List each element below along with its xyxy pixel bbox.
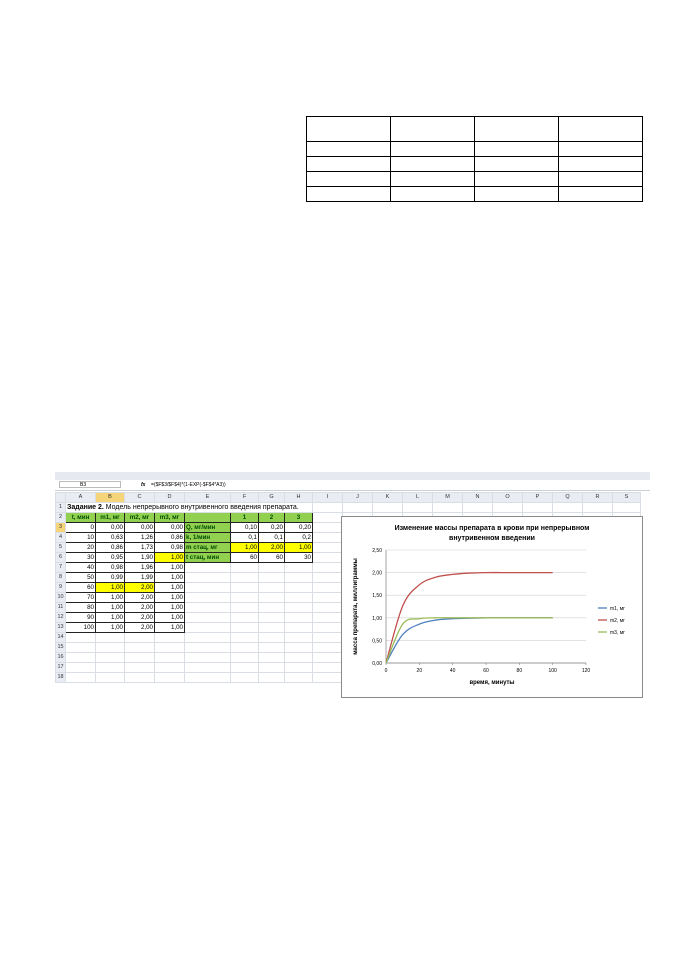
chart[interactable] (341, 516, 643, 698)
data-cell[interactable]: 0,98 (96, 563, 125, 573)
excel-screenshot (55, 472, 650, 700)
column-header-b[interactable]: B (96, 493, 125, 503)
column-header-g[interactable]: G (259, 493, 285, 503)
cell[interactable] (125, 673, 155, 683)
row-header[interactable]: 4 (56, 533, 66, 543)
param-value[interactable]: 0,10 (231, 523, 259, 533)
column-header-q[interactable]: Q (553, 493, 583, 503)
column-header-s[interactable]: S (613, 493, 641, 503)
legend-label-3: m3, мг (610, 630, 625, 636)
param-label[interactable]: Q, мг/мин (185, 523, 231, 533)
data-cell[interactable]: 0,86 (96, 543, 125, 553)
row-header[interactable]: 9 (56, 583, 66, 593)
header-c[interactable]: m2, мг (125, 513, 155, 523)
data-cell[interactable]: 70 (66, 593, 96, 603)
data-cell[interactable]: 20 (66, 543, 96, 553)
cell[interactable] (285, 643, 313, 653)
table-cell (391, 157, 475, 172)
cell[interactable] (259, 643, 285, 653)
data-cell[interactable]: 1,00 (96, 583, 125, 593)
data-cell[interactable]: 1,00 (155, 553, 185, 563)
data-cell[interactable]: 1,00 (96, 603, 125, 613)
cell[interactable] (463, 503, 493, 513)
cell[interactable] (613, 503, 641, 513)
y-tick-label: 0,50 (372, 638, 382, 645)
cell[interactable] (343, 503, 373, 513)
data-cell[interactable]: 2,00 (125, 623, 155, 633)
table-cell (307, 157, 391, 172)
data-cell[interactable]: 0,99 (96, 573, 125, 583)
data-cell[interactable]: 80 (66, 603, 96, 613)
cell[interactable] (231, 593, 259, 603)
cell[interactable] (285, 583, 313, 593)
column-header-j[interactable]: J (343, 493, 373, 503)
column-header-a[interactable]: A (66, 493, 96, 503)
data-cell[interactable]: 1,90 (125, 553, 155, 563)
column-header-m[interactable]: M (433, 493, 463, 503)
table-cell (475, 157, 559, 172)
cell[interactable] (285, 653, 313, 663)
data-cell[interactable]: 0,98 (155, 543, 185, 553)
row-header[interactable]: 7 (56, 563, 66, 573)
row-header[interactable]: 17 (56, 663, 66, 673)
data-cell[interactable]: 1,00 (96, 623, 125, 633)
data-cell[interactable]: 2,00 (125, 583, 155, 593)
cell[interactable] (185, 653, 231, 663)
cell[interactable] (259, 633, 285, 643)
column-header-h[interactable]: H (285, 493, 313, 503)
param-column-header[interactable]: 3 (285, 513, 313, 523)
row-header[interactable]: 2 (56, 513, 66, 523)
cell[interactable] (155, 653, 185, 663)
param-column-header[interactable]: 2 (259, 513, 285, 523)
table-cell (307, 117, 391, 142)
param-value[interactable]: 1,00 (231, 543, 259, 553)
cell[interactable] (313, 573, 343, 583)
cell[interactable] (259, 663, 285, 673)
table-cell (559, 172, 643, 187)
table-row (56, 503, 641, 513)
param-label[interactable]: k, 1/мин (185, 533, 231, 543)
y-tick-label: 2,50 (372, 548, 382, 554)
cell[interactable] (285, 623, 313, 633)
cell[interactable] (66, 673, 96, 683)
row-header[interactable]: 12 (56, 613, 66, 623)
data-cell[interactable]: 100 (66, 623, 96, 633)
param-value[interactable]: 2,00 (259, 543, 285, 553)
cell[interactable] (231, 573, 259, 583)
cell[interactable] (285, 603, 313, 613)
cell[interactable] (96, 673, 125, 683)
y-axis-label: масса препарата, миллиграммы (353, 558, 359, 655)
cell[interactable] (231, 563, 259, 573)
cell[interactable] (259, 563, 285, 573)
cell[interactable] (155, 643, 185, 653)
column-header-n[interactable]: N (463, 493, 493, 503)
cell[interactable] (96, 663, 125, 673)
header-d[interactable]: m3, мг (155, 513, 185, 523)
param-value[interactable]: 1,00 (285, 543, 313, 553)
cell[interactable] (259, 673, 285, 683)
cell[interactable] (313, 503, 343, 513)
cell[interactable] (493, 503, 523, 513)
x-tick-label: 0 (384, 668, 388, 674)
cell[interactable] (259, 583, 285, 593)
cell[interactable] (313, 673, 343, 683)
param-value[interactable]: 0,20 (285, 523, 313, 533)
name-box[interactable]: B3 (59, 481, 121, 488)
chart-title-line-1: Изменение массы препарата в крови при непрерывном (394, 525, 590, 532)
chart-svg (342, 517, 642, 697)
x-tick-label: 120 (581, 668, 591, 674)
cell[interactable] (313, 603, 343, 613)
cell[interactable] (185, 663, 231, 673)
cell[interactable] (313, 633, 343, 643)
param-value[interactable]: 0,1 (259, 533, 285, 543)
x-axis-label: время, минуты (469, 680, 515, 686)
cell[interactable] (185, 583, 231, 593)
param-label[interactable]: m стац, мг (185, 543, 231, 553)
data-cell[interactable]: 0,95 (96, 553, 125, 563)
data-cell[interactable]: 1,00 (155, 583, 185, 593)
cell[interactable] (155, 633, 185, 643)
column-header-l[interactable]: L (403, 493, 433, 503)
cell[interactable] (231, 663, 259, 673)
cell[interactable] (313, 653, 343, 663)
column-header-i[interactable]: I (313, 493, 343, 503)
cell[interactable] (185, 603, 231, 613)
column-header-d[interactable]: D (155, 493, 185, 503)
cell[interactable] (285, 563, 313, 573)
column-header-e[interactable]: E (185, 493, 231, 503)
cell[interactable] (66, 653, 96, 663)
data-cell[interactable]: 0,86 (155, 533, 185, 543)
param-value[interactable]: 60 (259, 553, 285, 563)
x-tick-label: 80 (516, 668, 523, 674)
data-cell[interactable]: 10 (66, 533, 96, 543)
data-cell[interactable]: 1,00 (155, 613, 185, 623)
cell[interactable] (433, 503, 463, 513)
table-cell (559, 157, 643, 172)
cell[interactable] (313, 523, 343, 533)
param-label[interactable]: t стац, мин (185, 553, 231, 563)
data-cell[interactable]: 1,00 (155, 593, 185, 603)
cell[interactable] (185, 623, 231, 633)
table-cell (475, 187, 559, 202)
cell[interactable] (125, 663, 155, 673)
title-bold: Задание 2. (67, 504, 104, 511)
cell[interactable] (313, 643, 343, 653)
cell[interactable] (313, 533, 343, 543)
fx-icon[interactable]: fx (141, 482, 146, 488)
table-cell (307, 172, 391, 187)
data-cell[interactable]: 1,73 (125, 543, 155, 553)
cell[interactable] (185, 563, 231, 573)
cell[interactable] (583, 503, 613, 513)
cell[interactable] (285, 573, 313, 583)
data-cell[interactable]: 1,00 (96, 593, 125, 603)
x-tick-label: 60 (483, 668, 489, 674)
data-cell[interactable]: 1,00 (155, 563, 185, 573)
row-header[interactable]: 13 (56, 623, 66, 633)
data-cell[interactable]: 1,96 (125, 563, 155, 573)
cell[interactable] (185, 573, 231, 583)
cell[interactable] (523, 503, 553, 513)
table-cell (475, 172, 559, 187)
title-cell[interactable] (66, 503, 313, 513)
table-cell (391, 187, 475, 202)
cell[interactable] (259, 573, 285, 583)
cell[interactable] (259, 603, 285, 613)
table-cell (559, 142, 643, 157)
data-cell[interactable]: 0,00 (125, 523, 155, 533)
cell[interactable] (231, 653, 259, 663)
data-cell[interactable]: 1,00 (155, 603, 185, 613)
header-a[interactable]: t, мин (66, 513, 96, 523)
table-cell (391, 172, 475, 187)
column-header-f[interactable]: F (231, 493, 259, 503)
cell[interactable] (96, 643, 125, 653)
row-header[interactable]: 14 (56, 633, 66, 643)
empty-answer-table (306, 116, 643, 202)
cell[interactable] (313, 553, 343, 563)
table-cell (559, 117, 643, 142)
cell[interactable] (285, 593, 313, 603)
row-header[interactable]: 18 (56, 673, 66, 683)
y-tick-label: 1,00 (372, 615, 382, 622)
cell[interactable] (231, 583, 259, 593)
cell[interactable] (125, 643, 155, 653)
cell[interactable] (313, 513, 343, 523)
param-value[interactable]: 0,20 (259, 523, 285, 533)
data-cell[interactable]: 50 (66, 573, 96, 583)
row-header[interactable]: 5 (56, 543, 66, 553)
cell[interactable] (125, 653, 155, 663)
cell[interactable] (155, 673, 185, 683)
data-cell[interactable]: 1,00 (155, 573, 185, 583)
cell[interactable] (185, 613, 231, 623)
x-tick-label: 40 (449, 668, 456, 674)
data-cell[interactable]: 40 (66, 563, 96, 573)
legend-label-2: m2, мг (610, 618, 625, 624)
formula-bar (55, 480, 650, 491)
row-header[interactable]: 15 (56, 643, 66, 653)
cell[interactable] (231, 673, 259, 683)
cell[interactable] (231, 633, 259, 643)
param-value[interactable]: 0,2 (285, 533, 313, 543)
data-cell[interactable]: 0,00 (96, 523, 125, 533)
cell[interactable] (231, 623, 259, 633)
table-cell (559, 187, 643, 202)
cell[interactable] (231, 613, 259, 623)
cell[interactable] (231, 643, 259, 653)
cell[interactable] (285, 613, 313, 623)
cell[interactable] (313, 563, 343, 573)
cell[interactable] (259, 613, 285, 623)
param-column-header[interactable]: 1 (231, 513, 259, 523)
cell[interactable] (259, 653, 285, 663)
title-text: Модель непрерывного внутривенного введения препарата. (103, 504, 299, 511)
cell[interactable] (155, 663, 185, 673)
cell[interactable] (285, 633, 313, 643)
column-header-k[interactable]: K (373, 493, 403, 503)
cell[interactable] (231, 603, 259, 613)
data-cell[interactable]: 60 (66, 583, 96, 593)
column-header-o[interactable]: O (493, 493, 523, 503)
cell[interactable] (313, 623, 343, 633)
cell[interactable] (313, 543, 343, 553)
data-cell[interactable]: 0 (66, 523, 96, 533)
data-cell[interactable]: 2,00 (125, 593, 155, 603)
formula-input[interactable]: =($F$3/$F$4)*(1-EXP(-$F$4*A3)) (151, 482, 226, 488)
table-cell (307, 142, 391, 157)
cell[interactable] (66, 633, 96, 643)
cell[interactable] (125, 633, 155, 643)
legend-label-1: m1, мг (610, 606, 625, 612)
data-cell[interactable]: 2,00 (125, 603, 155, 613)
table-cell (391, 142, 475, 157)
param-value[interactable]: 30 (285, 553, 313, 563)
data-cell[interactable]: 1,00 (96, 613, 125, 623)
cell[interactable] (313, 593, 343, 603)
column-header-p[interactable]: P (523, 493, 553, 503)
param-value[interactable]: 0,1 (231, 533, 259, 543)
cell[interactable] (185, 593, 231, 603)
cell[interactable] (66, 663, 96, 673)
row-header[interactable]: 10 (56, 593, 66, 603)
row-header[interactable]: 8 (56, 573, 66, 583)
column-header-r[interactable]: R (583, 493, 613, 503)
cell[interactable] (66, 643, 96, 653)
cell[interactable] (285, 663, 313, 673)
table-cell (475, 117, 559, 142)
cell[interactable] (259, 593, 285, 603)
chart-title-line-2: внутривенном введении (449, 535, 535, 542)
header-b[interactable]: m1, мг (96, 513, 125, 523)
data-cell[interactable]: 90 (66, 613, 96, 623)
cell[interactable] (313, 613, 343, 623)
cell[interactable] (313, 583, 343, 593)
data-cell[interactable]: 30 (66, 553, 96, 563)
cell[interactable] (185, 633, 231, 643)
row-header[interactable]: 16 (56, 653, 66, 663)
cell[interactable] (313, 663, 343, 673)
param-value[interactable]: 60 (231, 553, 259, 563)
cell[interactable] (373, 503, 403, 513)
cell[interactable] (96, 653, 125, 663)
cell[interactable] (185, 673, 231, 683)
data-cell[interactable]: 2,00 (125, 613, 155, 623)
x-tick-label: 100 (548, 668, 557, 674)
y-tick-label: 2,00 (372, 570, 382, 577)
table-cell (391, 117, 475, 142)
row-header[interactable]: 1 (56, 503, 66, 513)
data-cell[interactable]: 1,00 (155, 623, 185, 633)
cell[interactable] (285, 673, 313, 683)
data-cell[interactable]: 0,63 (96, 533, 125, 543)
cell[interactable] (553, 503, 583, 513)
column-header-c[interactable]: C (125, 493, 155, 503)
cell[interactable] (185, 643, 231, 653)
y-tick-label: 1,50 (372, 593, 382, 600)
table-cell (475, 142, 559, 157)
data-cell[interactable]: 1,99 (125, 573, 155, 583)
cell[interactable] (259, 623, 285, 633)
cell[interactable] (403, 503, 433, 513)
row-header[interactable]: 6 (56, 553, 66, 563)
data-cell[interactable]: 0,00 (155, 523, 185, 533)
x-tick-label: 20 (416, 668, 423, 674)
y-tick-label: 0,00 (372, 661, 382, 667)
data-cell[interactable]: 1,26 (125, 533, 155, 543)
table-cell (307, 187, 391, 202)
row-header[interactable]: 3 (56, 523, 66, 533)
select-all-corner[interactable] (56, 493, 66, 503)
param-header-blank[interactable] (185, 513, 231, 523)
cell[interactable] (96, 633, 125, 643)
row-header[interactable]: 11 (56, 603, 66, 613)
